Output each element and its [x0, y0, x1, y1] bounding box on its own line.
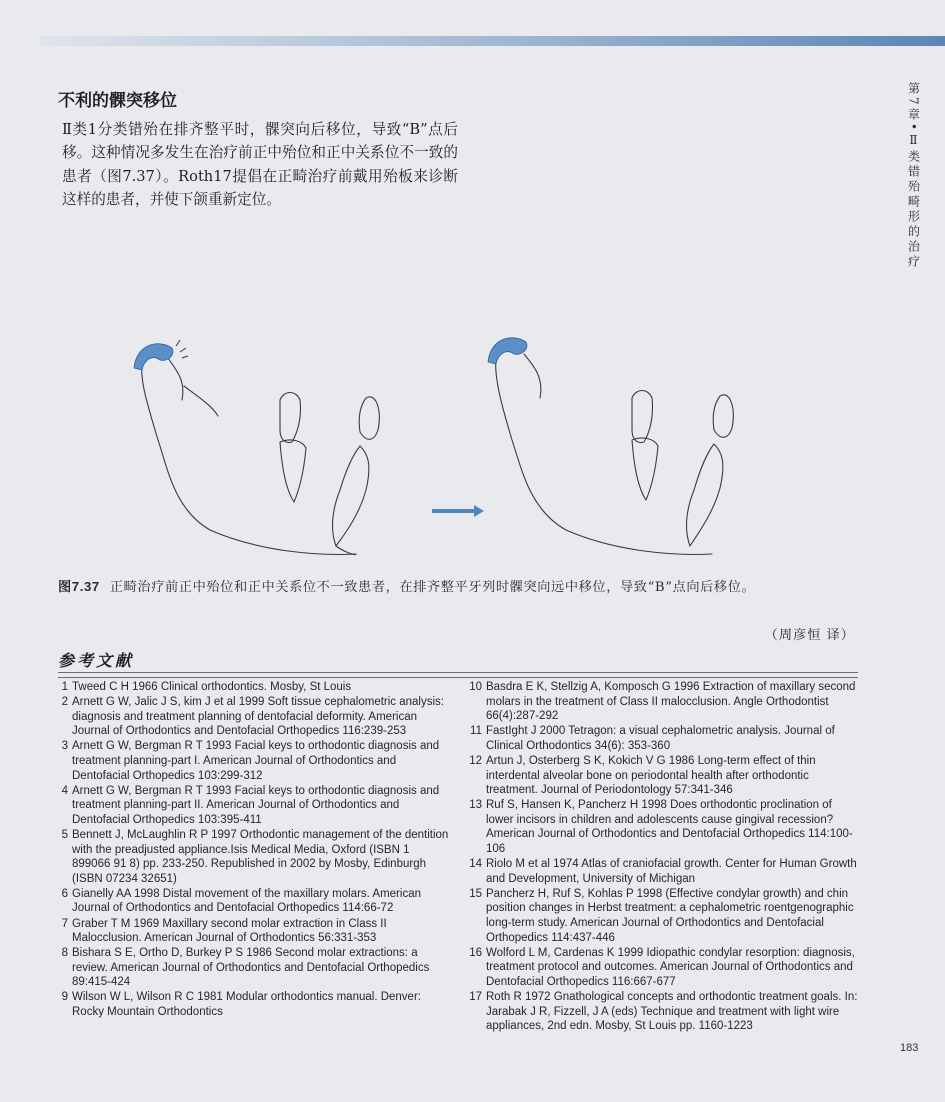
references-rule: [58, 672, 858, 678]
reference-item: [54, 680, 450, 695]
lower-incisor-left: [333, 446, 369, 546]
reference-text: Gianelly AA 1998 Distal movement of the maxillary molars. American Journal of Orthodontics and Dentofacial Orthopedics 114:66-72: [72, 887, 421, 915]
translator-credit: （周彦恒 译）: [764, 628, 855, 643]
reference-text: Artun J, Osterberg S K, Kokich V G 1986 Long-term effect of thin interdental alveolar bone on periodontal health after orthodontic treatment. Journal of Periodontology 57:341-346: [486, 754, 816, 797]
side-tab-char: 章: [906, 107, 921, 123]
reference-item: [468, 857, 862, 886]
side-tab-char: 疗: [906, 254, 921, 270]
side-tab-char: •: [906, 122, 921, 133]
reference-text: Pancherz H, Ruf S, Kohlas P 1998 (Effective condylar growth) and chin position changes in Herbst treatment: a cephalometric roentgenographic long-term study. American Journal of Orthodontics and Dentofacial Orthopedics 114:437-446: [486, 887, 854, 944]
reference-number: 11: [470, 725, 482, 738]
figure-caption-text: 正畸治疗前正中殆位和正中关系位不一致患者，在排齐整平牙列时髁突向远中移位，导致“B”点向后移位。: [109, 580, 756, 595]
side-tab-char: 错: [906, 164, 921, 180]
chapter-side-tab: [896, 82, 930, 292]
upper-molar-right: [632, 391, 653, 443]
reference-item: [468, 946, 862, 990]
condyle-neck-left: [168, 358, 183, 400]
ramus-outline-right: [496, 356, 712, 554]
references-right-column: [468, 680, 862, 1034]
side-tab-char: 畸: [906, 194, 921, 210]
reference-item: [468, 887, 862, 945]
reference-number: 14: [469, 858, 482, 871]
reference-number: 8: [61, 947, 68, 960]
reference-number: 6: [61, 887, 68, 900]
reference-item: [54, 828, 450, 886]
side-tab-char: 形: [906, 209, 921, 225]
side-tab-char: 第: [906, 82, 921, 97]
side-tab-char: 的: [906, 224, 921, 240]
reference-item: [54, 946, 450, 990]
section-body: Ⅱ类1分类错殆在排齐整平时，髁突向后移位，导致“B”点后移。这种情况多发生在治疗前正中殆位和正中关系位不一致的患者（图7.37）。Roth17提倡在正畸治疗前戴用殆板来诊断这样的患者，并使下颌重新定位。: [62, 121, 458, 209]
reference-number: 4: [61, 784, 68, 797]
reference-item: [468, 990, 862, 1034]
reference-number: 12: [469, 754, 482, 767]
coronoid-left: [184, 386, 218, 416]
reference-number: 13: [469, 799, 482, 812]
reference-number: 3: [61, 740, 68, 753]
reference-text: Arnett G W, Bergman R T 1993 Facial keys to orthodontic diagnosis and treatment planning-part II. American Journal of Orthodontics and Dentofacial Orthopedics 103:395-411: [72, 784, 440, 826]
side-tab-char: 殆: [906, 179, 921, 195]
reference-text: Graber T M 1969 Maxillary second molar extraction in Class II Malocclusion. American Journal of Orthodontics 56:331-353: [72, 917, 387, 945]
reference-text: Roth R 1972 Gnathological concepts and orthodontic treatment goals. In: Jarabak J R, Fizzell, J A (eds) Technique and treatment with light wire appliances, 2nd edn. Mosby, St Louis pp. 1160-1223: [486, 990, 858, 1033]
reference-text: FastIght J 2000 Tetragon: a visual cephalometric analysis. Journal of Clinical Orthodontics 34(6): 353-360: [486, 725, 835, 752]
reference-text: Basdra E K, Stellzig A, Komposch G 1996 Extraction of maxillary second molars in the treatment of Class II malocclusion. Angle Orthodontist 66(4):287-292: [486, 681, 856, 723]
reference-number: 9: [61, 991, 68, 1004]
upper-molar-left: [280, 393, 301, 443]
section-title: 不利的髁突移位: [58, 91, 177, 111]
lower-incisor-right: [687, 444, 723, 546]
condyle-highlight-right: [488, 338, 527, 364]
mandible-after: [496, 354, 734, 554]
side-tab-char: Ⅱ: [906, 132, 921, 150]
lower-molar-right: [632, 438, 658, 500]
reference-text: Bishara S E, Ortho D, Burkey P S 1986 Second molar extractions: a review. American Journal of Orthodontics and Dentofacial Orthopedics 89:415-424: [72, 947, 430, 989]
side-tab-char: 治: [906, 239, 921, 255]
reference-number: 5: [61, 828, 68, 841]
reference-text: Arnett G W, Bergman R T 1993 Facial keys to orthodontic diagnosis and treatment planning-part I. American Journal of Orthodontics and Dentofacial Orthopedics 103:299-312: [72, 740, 440, 782]
reference-item: [54, 739, 450, 783]
mandible-before: [142, 358, 380, 555]
reference-item: [54, 990, 450, 1019]
reference-item: [468, 798, 862, 856]
reference-number: 10: [469, 681, 482, 693]
reference-item: [54, 695, 450, 739]
figure-number: 图7.37: [58, 579, 100, 594]
lower-molar-left: [280, 440, 306, 502]
references-left-column: [54, 680, 450, 1020]
reference-item: [54, 784, 450, 828]
reference-item: [54, 887, 450, 916]
ramus-outline-left: [142, 362, 356, 554]
condyle-neck-right: [524, 354, 541, 398]
reference-text: Riolo M et al 1974 Atlas of craniofacial growth. Center for Human Growth and Development, University of Michigan: [486, 858, 857, 885]
reference-text: Tweed C H 1966 Clinical orthodontics. Mosby, St Louis: [72, 681, 352, 693]
reference-item: [468, 754, 862, 798]
reference-number: 1: [61, 681, 68, 693]
reference-item: [54, 917, 450, 946]
motion-lines-icon: [176, 340, 188, 358]
reference-item: [468, 680, 862, 724]
reference-number: 16: [469, 946, 482, 959]
chin-left: [336, 546, 356, 555]
figure-caption: [58, 576, 858, 598]
side-tab-char: 7: [906, 97, 921, 108]
upper-incisor-right: [713, 395, 733, 437]
reference-number: 17: [469, 990, 482, 1003]
reference-number: 15: [469, 887, 482, 900]
reference-number: 2: [61, 696, 68, 709]
header-rule: [40, 36, 945, 46]
reference-text: Ruf S, Hansen K, Pancherz H 1998 Does orthodontic proclination of lower incisors in children and adolescents cause gingival recession? American Journal of Orthodontics and Dentofacial Orthopedics 114:100-106: [486, 799, 853, 856]
arrow-right-icon: [432, 505, 484, 517]
references-title: 参考文献: [58, 651, 135, 670]
reference-item: [468, 724, 862, 753]
side-tab-char: 类: [906, 149, 921, 165]
reference-text: Arnett G W, Jalic J S, kim J et al 1999 Soft tissue cephalometric analysis: diagnosis and treatment planning of dentofacial deformity. American Journal of Orthodontics and Dentofacial Orthopedics 116:239-253: [72, 696, 444, 738]
condyle-highlight-left: [134, 344, 173, 370]
reference-text: Wilson W L, Wilson R C 1981 Modular orthodontics manual. Denver: Rocky Mountain Orthodontics: [72, 991, 421, 1019]
reference-text: Bennett J, McLaughlin R P 1997 Orthodontic management of the dentition with the preadjusted appliance.Isis Medical Media, Oxford (ISBN 1 899066 91 8) pp. 233-250. Republished in 2002 by Mosby, Edinburgh (ISBN 07234 32651): [72, 828, 449, 885]
upper-incisor-left: [359, 397, 379, 439]
reference-text: Wolford L M, Cardenas K 1999 Idiopathic condylar resorption: diagnosis, treatment protocol and outcomes. American Journal of Orthodontics and Dentofacial Orthopedics 116:667-677: [486, 946, 855, 988]
page-number: 183: [900, 1042, 919, 1054]
figure-7-37-illustration: [120, 320, 760, 570]
reference-number: 7: [61, 917, 68, 930]
